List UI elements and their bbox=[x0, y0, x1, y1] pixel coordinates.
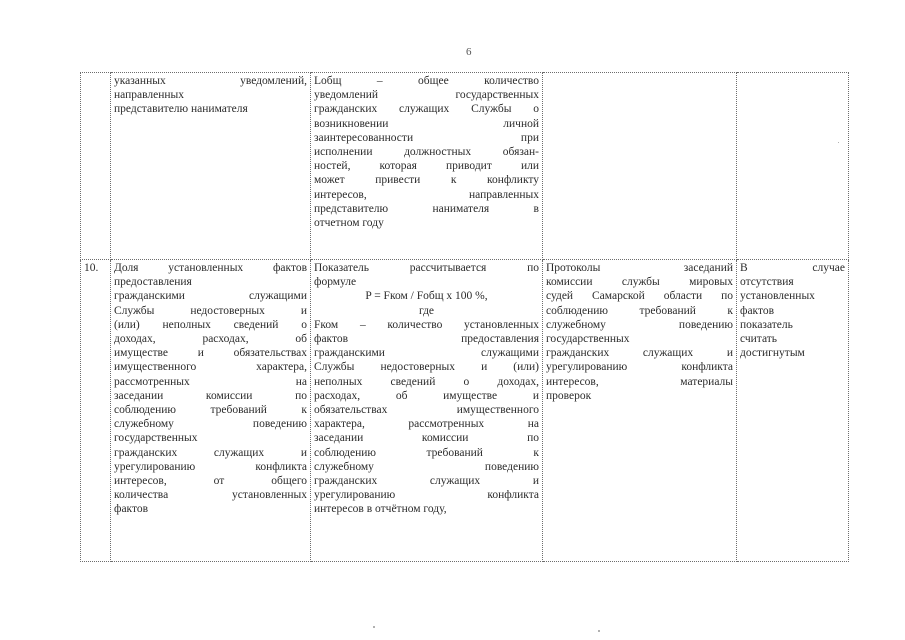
cell-number: 10. bbox=[81, 260, 111, 562]
cell-text-line: Lобщ – общее количество bbox=[314, 75, 539, 87]
table-row bbox=[81, 260, 849, 562]
cell-text-line: служебному поведению bbox=[114, 418, 307, 431]
table-row bbox=[81, 73, 849, 260]
cell-text-line: имуществе и обязательствах bbox=[114, 347, 307, 360]
cell-text-line: рассмотренных на bbox=[114, 375, 307, 388]
scan-speck bbox=[838, 142, 839, 143]
cell-number bbox=[81, 73, 111, 260]
cell-text-line: формуле bbox=[314, 276, 357, 289]
cell-text-line: интересов в отчётном году, bbox=[314, 503, 447, 516]
cell-text-line: отсутствия bbox=[740, 276, 794, 289]
cell-text-line: направленных bbox=[114, 89, 185, 102]
indicators-table bbox=[80, 72, 849, 562]
cell-text-line: гражданских служащих и bbox=[314, 475, 539, 488]
cell-text-line: (или) неполных сведений о bbox=[114, 318, 307, 331]
cell-text-line: показатель bbox=[740, 318, 793, 331]
cell-text-line: урегулированию конфликта bbox=[546, 361, 733, 374]
cell-text-line: отчетном году bbox=[314, 217, 384, 230]
cell-text-line: проверок bbox=[546, 389, 592, 402]
cell-text-line: уведомлений государственных bbox=[314, 89, 539, 102]
cell-text-line: расходах, об имуществе и bbox=[314, 389, 539, 402]
cell-text-line: заседании комиссии по bbox=[114, 389, 307, 402]
cell-text-line: характера, рассмотренных на bbox=[314, 418, 539, 431]
cell-text-line: предоставления bbox=[114, 276, 192, 289]
cell-text-line: где bbox=[418, 304, 435, 317]
cell-text-line: неполных сведений о доходах, bbox=[314, 375, 539, 388]
cell-text-line: Показатель рассчитывается по bbox=[314, 262, 539, 274]
cell-calculation-method bbox=[311, 260, 543, 562]
cell-text-line: считать bbox=[740, 333, 778, 346]
cell-text-line: интересов, от общего bbox=[114, 475, 307, 488]
page-number: 6 bbox=[466, 46, 472, 58]
cell-text-line: урегулированию конфликта bbox=[314, 489, 539, 502]
cell-text-line: P = Fком / Fобщ x 100 %, bbox=[365, 290, 488, 303]
cell-text-line: гражданскими служащими bbox=[114, 290, 307, 303]
cell-text-line: гражданских служащих и bbox=[546, 347, 733, 360]
cell-text-line: гражданских служащих и bbox=[114, 446, 307, 459]
cell-text-line: исполнении должностных обязан- bbox=[314, 146, 539, 159]
scan-speck bbox=[373, 626, 375, 628]
cell-text-line: Службы недостоверных и (или) bbox=[314, 361, 539, 374]
cell-text-line: гражданскими служащими bbox=[314, 347, 539, 360]
cell-data-source bbox=[543, 260, 737, 562]
cell-text-line: представителю нанимателя в bbox=[314, 202, 539, 215]
cell-indicator-name bbox=[111, 73, 311, 260]
cell-text-line: указанных уведомлений, bbox=[114, 75, 307, 87]
scan-speck bbox=[598, 630, 600, 632]
cell-text-line: соблюдению требований к bbox=[114, 404, 307, 417]
cell-text-line: ностей, которая приводит или bbox=[314, 160, 539, 173]
cell-text-line: достигнутым bbox=[740, 347, 805, 360]
cell-text-line: возникновении личной bbox=[314, 117, 539, 130]
cell-text-line: служебному поведению bbox=[546, 318, 733, 331]
cell-text-line: соблюдению требований к bbox=[546, 304, 733, 317]
cell-text-line: имущественного характера, bbox=[114, 361, 307, 374]
cell-text-line: комиссии службы мировых bbox=[546, 276, 733, 289]
cell-text-line: судей Самарской области по bbox=[546, 290, 733, 303]
cell-indicator-name bbox=[111, 260, 311, 562]
cell-text-line: количества установленных bbox=[114, 489, 307, 502]
cell-text-line: Fком – количество установленных bbox=[314, 318, 539, 331]
cell-text-line: Протоколы заседаний bbox=[546, 262, 733, 274]
cell-text-line: гражданских служащих Службы о bbox=[314, 103, 539, 116]
cell-text-line: государственных bbox=[546, 333, 630, 346]
cell-text-line: Доля установленных фактов bbox=[114, 262, 307, 274]
cell-text-line: Службы недостоверных и bbox=[114, 304, 307, 317]
cell-text-line: В случае bbox=[740, 262, 845, 274]
cell-text-line: установленных bbox=[740, 290, 815, 303]
cell-note bbox=[737, 73, 849, 260]
cell-text-line: фактов bbox=[114, 503, 149, 516]
cell-text-line: служебному поведению bbox=[314, 460, 539, 473]
cell-text-line: заинтересованности при bbox=[314, 131, 539, 144]
cell-text-line: интересов, направленных bbox=[314, 188, 539, 201]
cell-text-line: обязательствах имущественного bbox=[314, 404, 539, 417]
cell-text-line: урегулированию конфликта bbox=[114, 460, 307, 473]
cell-text-line: государственных bbox=[114, 432, 198, 445]
cell-text-line: представителю нанимателя bbox=[114, 103, 248, 116]
cell-text-line: может привести к конфликту bbox=[314, 174, 539, 187]
cell-text-line: фактов bbox=[740, 304, 775, 317]
cell-note bbox=[737, 260, 849, 562]
cell-text-line: заседании комиссии по bbox=[314, 432, 539, 445]
cell-text-line: соблюдению требований к bbox=[314, 446, 539, 459]
cell-data-source bbox=[543, 73, 737, 260]
cell-calculation-method bbox=[311, 73, 543, 260]
cell-text-line: интересов, материалы bbox=[546, 375, 733, 388]
cell-text-line: фактов предоставления bbox=[314, 333, 539, 346]
cell-text-line: доходах, расходах, об bbox=[114, 333, 307, 346]
